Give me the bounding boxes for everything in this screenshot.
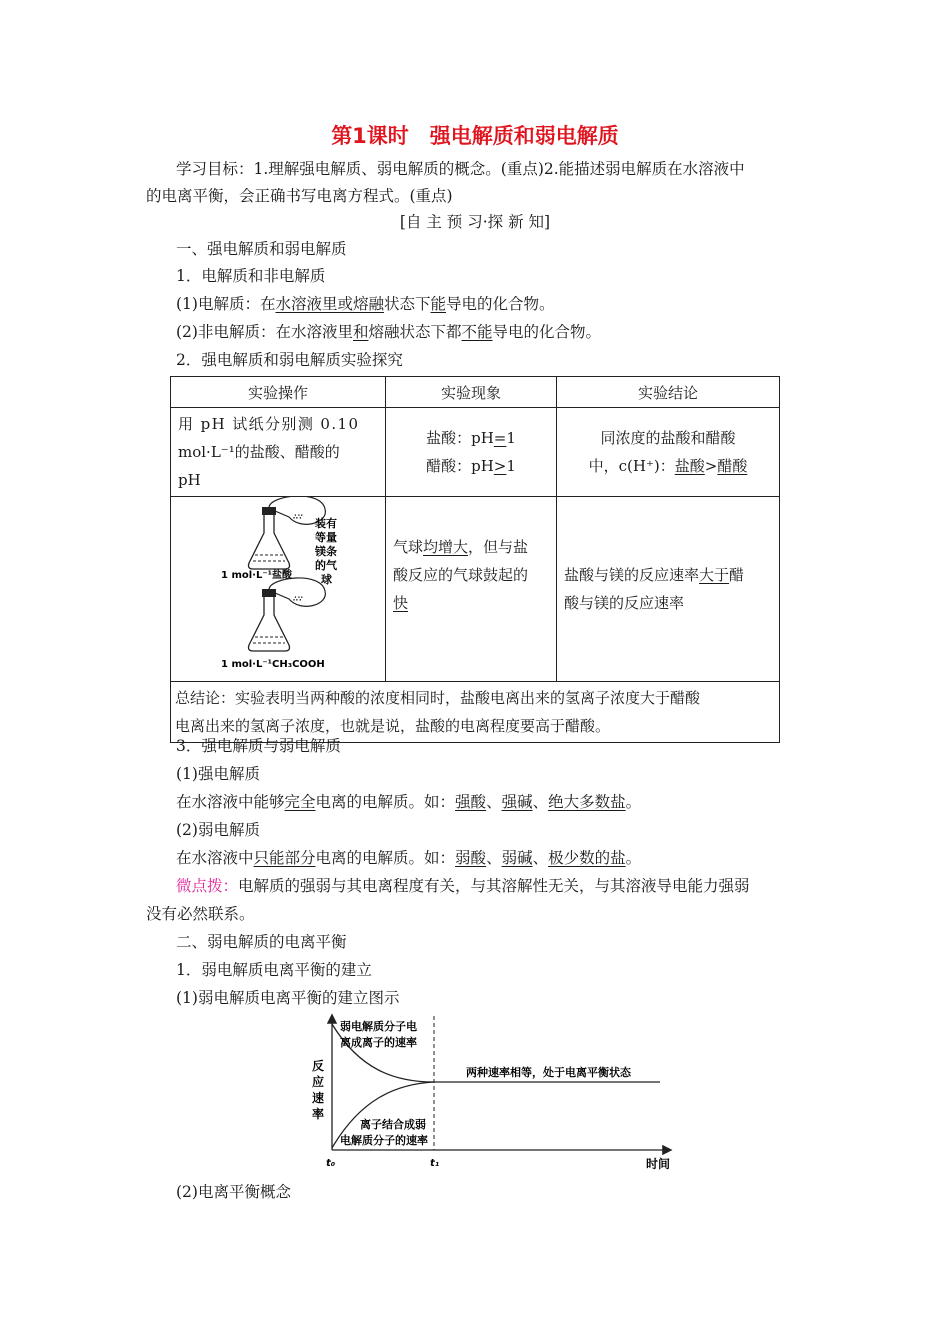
tip-label: 微点拨： bbox=[176, 877, 239, 895]
y-axis-label-char: 反 bbox=[312, 1059, 325, 1073]
experiment-table bbox=[170, 376, 780, 743]
tip-line1: 微点拨：电解质的强弱与其电离程度有关，与其溶解性无关，与其溶液导电能力强弱 bbox=[176, 877, 750, 895]
flask-hcl-icon bbox=[249, 497, 326, 569]
weak-definition: 在水溶液中只能部分电离的电解质。如：弱酸、弱碱、极少数的盐。 bbox=[176, 849, 642, 867]
y-axis-label-char: 率 bbox=[312, 1107, 325, 1121]
balloon-label: 的气 bbox=[315, 559, 337, 572]
strong-heading: (1)强电解质 bbox=[176, 765, 260, 783]
section1-heading: 一、强电解质和弱电解质 bbox=[176, 240, 347, 258]
table-cell-phenomenon bbox=[386, 497, 557, 682]
series-label-reverse: 离子结合成弱 bbox=[360, 1118, 426, 1131]
definition-electrolyte: (1)电解质：在水溶液里或熔融状态下能导电的化合物。 bbox=[176, 295, 555, 313]
text-line: 同浓度的盐酸和醋酸 bbox=[600, 429, 736, 447]
svg-text:∴∵: ∴∵ bbox=[293, 595, 303, 603]
table-row bbox=[171, 408, 780, 497]
equilibrium-annotation: 两种速率相等，处于电离平衡状态 bbox=[466, 1066, 631, 1079]
subheading-1-3: 3．强电解质与弱电解质 bbox=[176, 737, 341, 755]
table-cell-phenomenon bbox=[386, 408, 557, 497]
table-header: 实验结论 bbox=[557, 377, 780, 408]
text-line: 快 bbox=[393, 594, 409, 612]
tip-line2: 没有必然联系。 bbox=[146, 905, 255, 923]
ionization-equilibrium-chart bbox=[300, 1010, 700, 1175]
series-label-forward: 弱电解质分子电 bbox=[340, 1020, 417, 1033]
objectives-line2: 的电离平衡，会正确书写电离方程式。(重点) bbox=[146, 187, 453, 205]
definition-nonelectrolyte: (2)非电解质：在水溶液里和熔融状态下都不能导电的化合物。 bbox=[176, 323, 602, 341]
ph-acetic: 醋酸：pH>1 bbox=[426, 457, 516, 475]
table-cell-conclusion bbox=[557, 408, 780, 497]
text-line: 气球均增大，但与盐 bbox=[393, 538, 529, 556]
subheading-2-2: (2)电离平衡概念 bbox=[176, 1183, 291, 1201]
figure-caption: (1)弱电解质电离平衡的建立图示 bbox=[176, 989, 400, 1007]
section-banner: [自 主 预 习·探 新 知] bbox=[399, 213, 551, 231]
text-line: mol·L⁻¹的盐酸、醋酸的 bbox=[178, 443, 340, 461]
balloon-label: 球 bbox=[321, 573, 332, 586]
subheading-2-1: 1．弱电解质电离平衡的建立 bbox=[176, 961, 372, 979]
flask-acetic-icon bbox=[249, 578, 326, 651]
subheading-1-2: 2．强电解质和弱电解质实验探究 bbox=[176, 351, 403, 369]
weak-heading: (2)弱电解质 bbox=[176, 821, 260, 839]
flask-apparatus-figure bbox=[171, 497, 385, 677]
text-line: 酸反应的气球鼓起的 bbox=[393, 566, 529, 584]
objectives-line1: 学习目标：1.理解强电解质、弱电解质的概念。(重点)2.能描述弱电解质在水溶液中 bbox=[176, 160, 745, 178]
strong-definition: 在水溶液中能够完全电离的电解质。如：强酸、强碱、绝大多数盐。 bbox=[176, 793, 642, 811]
table-header: 实验现象 bbox=[386, 377, 557, 408]
table-row bbox=[171, 497, 780, 682]
y-axis-label bbox=[312, 1058, 324, 1121]
subheading-1-1: 1．电解质和非电解质 bbox=[176, 267, 326, 285]
section2-heading: 二、弱电解质的电离平衡 bbox=[176, 933, 347, 951]
table-header: 实验操作 bbox=[171, 377, 386, 408]
text-line: 中，c(H⁺)：盐酸>醋酸 bbox=[588, 457, 748, 475]
acetic-label: 1 mol·L⁻¹CH₃COOH bbox=[221, 659, 325, 670]
table-header-row bbox=[171, 377, 780, 408]
x-tick-label: t₁ bbox=[430, 1158, 440, 1169]
text-line: 盐酸与镁的反应速率大于醋 bbox=[564, 566, 745, 584]
table-cell-conclusion bbox=[557, 497, 780, 682]
y-axis-label-char: 速 bbox=[312, 1091, 325, 1105]
svg-text:∴∵: ∴∵ bbox=[293, 513, 303, 521]
hcl-label: 1 mol·L⁻¹盐酸 bbox=[221, 570, 292, 581]
text-line: 总结论：实验表明当两种酸的浓度相同时，盐酸电离出来的氢离子浓度大于醋酸 bbox=[175, 689, 701, 707]
balloon-label: 装有 bbox=[315, 517, 337, 530]
text-line: 酸与镁的反应速率 bbox=[564, 594, 685, 612]
ph-hcl: 盐酸：pH=1 bbox=[426, 429, 516, 447]
balloon-label: 镁条 bbox=[315, 545, 337, 558]
x-axis-label: 时间 bbox=[646, 1157, 671, 1171]
series-label-reverse: 电解质分子的速率 bbox=[340, 1134, 428, 1147]
text-line: 用 pH 试纸分别测 0.10 bbox=[178, 415, 360, 433]
table-cell-figure bbox=[171, 497, 386, 682]
balloon-label: 等量 bbox=[315, 531, 337, 544]
table-cell-operation bbox=[171, 408, 386, 497]
lesson-title: 第1课时 强电解质和弱电解质 bbox=[331, 124, 619, 148]
series-label-forward: 离成离子的速率 bbox=[340, 1036, 417, 1049]
y-axis-label-char: 应 bbox=[312, 1075, 325, 1089]
text-line: pH bbox=[178, 471, 201, 489]
x-tick-label: t₀ bbox=[326, 1158, 336, 1169]
text-line: 电离出来的氢离子浓度，也就是说，盐酸的电离程度要高于醋酸。 bbox=[175, 717, 611, 735]
